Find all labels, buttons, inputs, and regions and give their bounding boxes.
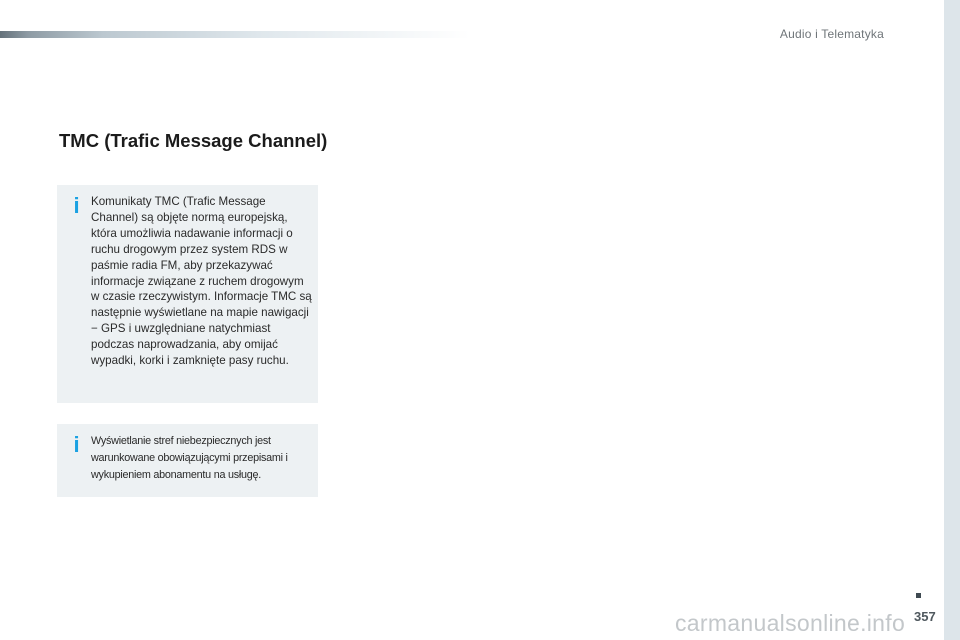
page-title: TMC (Trafic Message Channel)	[59, 130, 328, 151]
info-icon: i	[73, 432, 80, 457]
info-box-tmc	[57, 185, 318, 403]
info-text: Komunikaty TMC (Trafic Message Channel) są objęte normą europejską, która umożliwia nadawanie informacji o ruchu drogowym przez system RDS w paśmie radia FM, aby przekazywać informacje związane z ruchem drogowym w czasie rzeczywistym. Informacje TMC są następnie wyświetlane na mapie nawigacji − GPS i uwzględniane natychmiast podczas naprowadzania, aby omijać wypadki, korki i zamknięte pasy ruchu.	[91, 195, 312, 368]
watermark: carmanualsonline.info	[675, 610, 906, 636]
page-marker	[916, 593, 921, 598]
side-strip	[944, 0, 960, 640]
info-icon: i	[73, 193, 80, 218]
page-number: 357	[914, 609, 936, 624]
info-text: Wyświetlanie stref niebezpiecznych jest warunkowane obowiązującymi przepisami i wykupieniem abonamentu na usługę.	[91, 435, 288, 481]
info-box-danger-zones	[57, 424, 318, 497]
header-gradient-bar	[0, 31, 470, 38]
section-label: Audio i Telematyka	[779, 27, 884, 41]
